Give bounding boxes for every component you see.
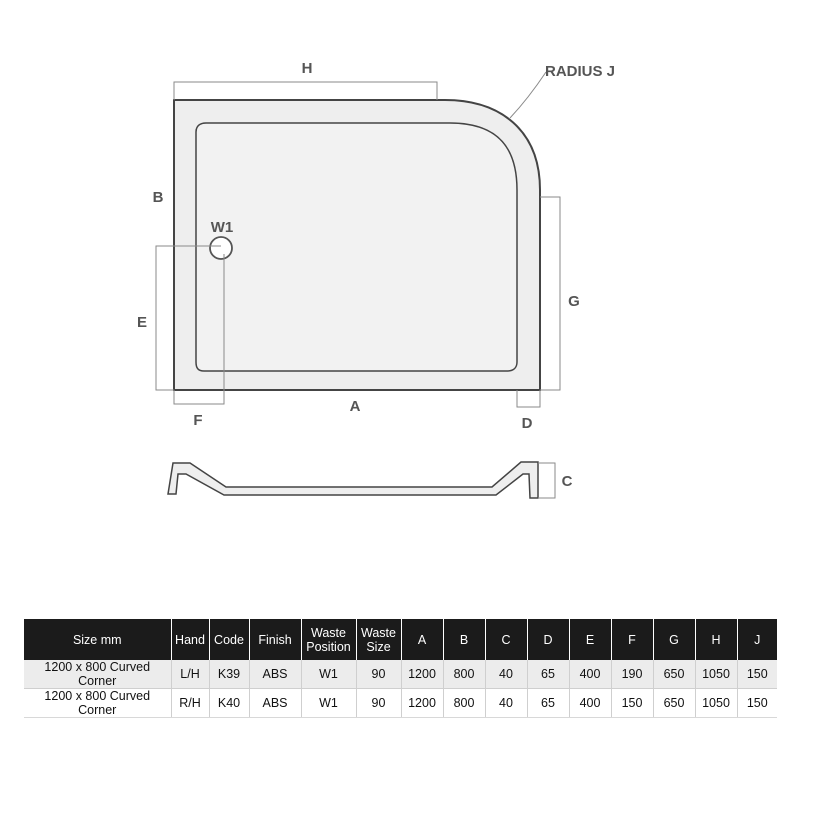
column-header: D: [527, 619, 569, 660]
label-b: B: [152, 189, 164, 206]
column-header: A: [401, 619, 443, 660]
tray-side-profile: [168, 462, 538, 498]
column-header: Code: [209, 619, 249, 660]
table-cell: 1050: [695, 660, 737, 689]
table-cell: 1200: [401, 689, 443, 718]
waste-w1-circle: [210, 237, 232, 259]
column-header: F: [611, 619, 653, 660]
table-cell: K39: [209, 660, 249, 689]
label-g: G: [568, 293, 580, 310]
column-header: H: [695, 619, 737, 660]
table-cell: 1050: [695, 689, 737, 718]
column-header: Size mm: [24, 619, 171, 660]
table-cell: W1: [301, 660, 356, 689]
table-cell: 90: [356, 689, 401, 718]
table-cell: K40: [209, 689, 249, 718]
label-e: E: [136, 314, 148, 331]
column-header: G: [653, 619, 695, 660]
table-cell: 650: [653, 689, 695, 718]
dim-line-radius-j: [510, 72, 546, 118]
label-radius-j: RADIUS J: [545, 63, 616, 80]
table-cell: R/H: [171, 689, 209, 718]
label-w1: W1: [210, 219, 234, 236]
table-cell: 800: [443, 689, 485, 718]
table-cell: W1: [301, 689, 356, 718]
label-f: F: [193, 412, 203, 429]
table-cell: 400: [569, 660, 611, 689]
label-a: A: [349, 398, 361, 415]
table-cell: ABS: [249, 660, 301, 689]
table-cell: ABS: [249, 689, 301, 718]
column-header: E: [569, 619, 611, 660]
tray-inner-basin: [196, 123, 517, 371]
column-header: B: [443, 619, 485, 660]
table-header-row: [24, 619, 777, 660]
label-c: C: [561, 473, 573, 490]
label-d: D: [521, 415, 533, 432]
table-cell: 800: [443, 660, 485, 689]
table-cell: 40: [485, 660, 527, 689]
column-header: Finish: [249, 619, 301, 660]
table-row: [24, 660, 777, 689]
table-cell: 65: [527, 689, 569, 718]
column-header: C: [485, 619, 527, 660]
table-cell: 150: [611, 689, 653, 718]
table-cell: 150: [737, 689, 777, 718]
dim-line-h: [174, 82, 437, 100]
table-cell: 1200: [401, 660, 443, 689]
table-cell: 650: [653, 660, 695, 689]
table-cell: 65: [527, 660, 569, 689]
table-cell: 90: [356, 660, 401, 689]
table-row: [24, 689, 777, 718]
table-cell: 190: [611, 660, 653, 689]
column-header: Hand: [171, 619, 209, 660]
column-header: J: [737, 619, 777, 660]
table-cell: 400: [569, 689, 611, 718]
dim-line-g: [540, 197, 560, 390]
table-cell: 150: [737, 660, 777, 689]
table-cell: 40: [485, 689, 527, 718]
table-cell: L/H: [171, 660, 209, 689]
label-h: H: [301, 60, 313, 77]
column-header: Waste Position: [301, 619, 356, 660]
dim-line-c: [538, 463, 555, 498]
column-header: Waste Size: [356, 619, 401, 660]
dimensions-table: [24, 619, 777, 718]
dim-line-d: [517, 390, 540, 407]
table-cell: 1200 x 800 Curved Corner: [24, 660, 171, 689]
table-cell: 1200 x 800 Curved Corner: [24, 689, 171, 718]
